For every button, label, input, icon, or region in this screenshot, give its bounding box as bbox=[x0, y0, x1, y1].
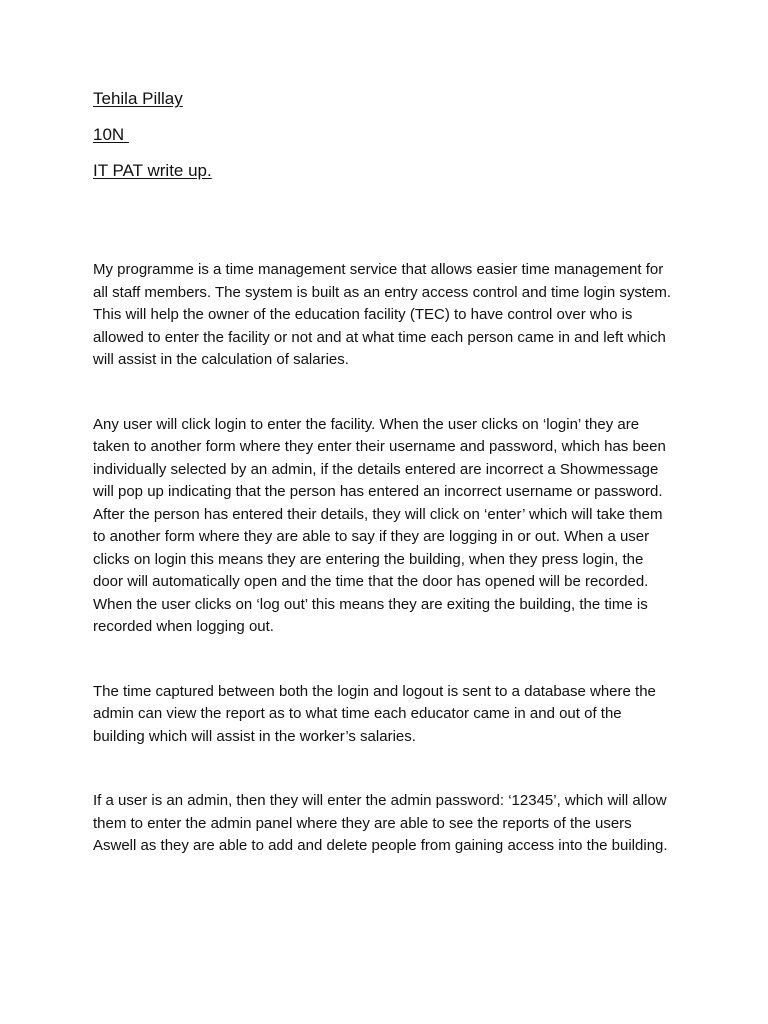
document-title: IT PAT write up. bbox=[93, 161, 212, 180]
class-label: 10N bbox=[93, 125, 129, 144]
document-header bbox=[93, 88, 693, 196]
document-body bbox=[93, 259, 675, 900]
paragraph-login-process: Any user will click login to enter the facility. When the user clicks on ‘login’ they are taken to another form where they enter their username and password, which has been individually selected by an admin, if the details entered are incorrect a Showmessage will pop up indicating that the person has entered an incorrect username or password. After the person has entered their details, they will click on ‘enter’ which will take them to another form where they are able to say if they are logging in or out. When a user clicks on login this means they are entering the building, when they press login, the door will automatically open and the time that the door has opened will be recorded. When the user clicks on ‘log out’ this means they are exiting the building, the time is recorded when logging out. bbox=[93, 415, 666, 635]
paragraph-database: The time captured between both the login and logout is sent to a database where the admin can view the report as to what time each educator came in and out of the building which will assist in the worker’s salaries. bbox=[93, 682, 656, 745]
paragraph-admin: If a user is an admin, then they will enter the admin password: ‘12345’, which will allow them to enter the admin panel where they are able to see the reports of the users Aswell as they are able to add and delete people from gaining access into the building. bbox=[93, 792, 668, 854]
paragraph-overview: My programme is a time management service that allows easier time management for all staff members. The system is built as an entry access control and time login system. This will help the owner of the education facility (TEC) to have control over who is allowed to enter the facility or not and at what time each person came in and left which will assist in the calculation of salaries. bbox=[93, 261, 672, 368]
author-name: Tehila Pillay bbox=[93, 89, 183, 108]
